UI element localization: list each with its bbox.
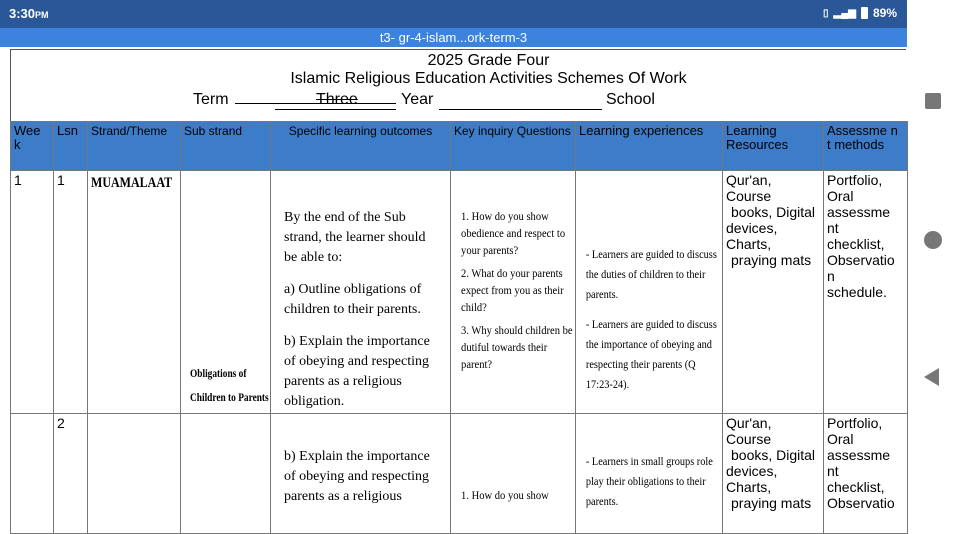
- header-outcomes: Specific learning outcomes: [271, 122, 451, 171]
- table-row: [11, 171, 908, 414]
- year-label: Year: [401, 91, 434, 108]
- resource-line: devices,: [726, 220, 778, 236]
- outcome-b: b) Explain the importance of obeying and respecting parents as a religious obligation.: [284, 334, 430, 409]
- question-1: 1. How do you show obedience and respect to your parents?: [461, 209, 566, 257]
- status-icons: [823, 6, 897, 20]
- battery-icon: [861, 7, 868, 19]
- question-3: 3. Why should children be dutiful towards their parent?: [461, 323, 573, 371]
- resource-line: Charts,: [726, 479, 772, 495]
- term-value: Three: [316, 91, 358, 108]
- table-header-row: [11, 122, 908, 171]
- header-week: Wee k: [11, 122, 54, 171]
- question-2: 2. What do your parents expect from you as their child?: [461, 266, 564, 314]
- term-label: Term: [193, 91, 229, 108]
- lesson-cell: 1: [54, 171, 88, 414]
- document-header: [10, 49, 906, 123]
- assessment-line: assessme: [827, 204, 891, 220]
- assessment-line: nt: [827, 463, 839, 479]
- header-questions: Key inquiry Questions: [451, 122, 576, 171]
- resource-line: praying mats: [731, 495, 812, 511]
- experiences-cell: [576, 171, 723, 414]
- resource-line: Qur'an, Course: [726, 415, 772, 447]
- outcomes-cell: [271, 414, 451, 534]
- assessment-line: checklist,: [827, 479, 885, 495]
- resource-line: praying mats: [731, 252, 812, 268]
- week-cell: 1: [11, 171, 54, 414]
- assessment-line: checklist,: [827, 236, 885, 252]
- assessment-line: n: [827, 268, 835, 284]
- heading-grade: 2025 Grade Four: [427, 52, 550, 69]
- strand-text: MUAMALAAT: [91, 175, 173, 191]
- experience-2: - Learners are guided to discuss the importance of obeying and respecting their parents (Q 17:23-24).: [585, 317, 717, 391]
- experience-1: - Learners are guided to discuss the duties of children to their parents.: [585, 247, 717, 301]
- header-resources: Learning Resources: [723, 122, 824, 171]
- header-strand: Strand/Theme: [88, 122, 181, 171]
- document-title-bar[interactable]: [0, 28, 907, 47]
- vibrate-icon: ▯: [822, 7, 829, 19]
- year-underline: [439, 109, 602, 110]
- document-page[interactable]: [10, 47, 907, 511]
- assessment-line: Oral: [827, 188, 854, 204]
- assessment-line: Observatio: [827, 252, 895, 268]
- assessment-line: Portfolio,: [827, 415, 883, 431]
- recent-apps-button[interactable]: [925, 93, 941, 109]
- header-substrand: Sub strand: [181, 122, 271, 171]
- document-title: t3- gr-4-islam...ork-term-3: [379, 30, 528, 45]
- strand-cell: [88, 171, 181, 414]
- assessment-line: assessme: [827, 447, 891, 463]
- resource-line: Charts,: [726, 236, 772, 252]
- outcomes-cell: [271, 171, 451, 414]
- outcome-b: b) Explain the importance of obeying and respecting parents as a religious: [284, 449, 430, 504]
- resource-line: books, Digital: [731, 447, 816, 463]
- outcome-a: a) Outline obligations of children to their parents.: [284, 282, 422, 317]
- signal-icon: ▂▄▆: [833, 7, 856, 19]
- strand-cell: [88, 414, 181, 534]
- battery-percent: 89%: [872, 6, 897, 20]
- back-button[interactable]: [924, 368, 939, 386]
- experiences-cell: [576, 414, 723, 534]
- assessment-line: Portfolio,: [827, 172, 883, 188]
- table-row: [11, 414, 908, 534]
- status-bar: [0, 0, 907, 28]
- assessment-line: Oral: [827, 431, 854, 447]
- home-button[interactable]: [924, 231, 942, 249]
- assessment-line: Observatio: [827, 495, 895, 511]
- assessment-cell: [824, 414, 908, 534]
- status-time: 3:30PM: [9, 6, 49, 21]
- assessment-line: nt: [827, 220, 839, 236]
- assessment-line: schedule.: [827, 284, 887, 300]
- resources-cell: [723, 171, 824, 414]
- header-assessment: Assessme n t methods: [824, 122, 908, 171]
- substrand-text: Obligations of Children to Parents: [190, 366, 269, 404]
- substrand-cell: [181, 414, 271, 534]
- outcome-intro: By the end of the Sub strand, the learner should be able to:: [284, 210, 426, 265]
- questions-cell: [451, 171, 576, 414]
- question-1: 1. How do you show: [461, 488, 549, 502]
- week-cell: [11, 414, 54, 534]
- substrand-cell: [181, 171, 271, 414]
- heading-subject: Islamic Religious Education Activities Schemes Of Work: [290, 70, 687, 87]
- scheme-table: [10, 121, 908, 534]
- resource-line: books, Digital: [731, 204, 816, 220]
- term-underline-2: [275, 109, 396, 110]
- header-lesson: Lsn: [54, 122, 88, 171]
- school-label: School: [606, 91, 655, 108]
- header-experiences: Learning experiences: [576, 122, 723, 171]
- questions-cell: [451, 414, 576, 534]
- lesson-cell: 2: [54, 414, 88, 534]
- resource-line: devices,: [726, 463, 778, 479]
- resource-line: Qur'an, Course: [726, 172, 772, 204]
- assessment-cell: [824, 171, 908, 414]
- resources-cell: [723, 414, 824, 534]
- experience-1: - Learners in small groups role play their obligations to their parents.: [585, 454, 713, 508]
